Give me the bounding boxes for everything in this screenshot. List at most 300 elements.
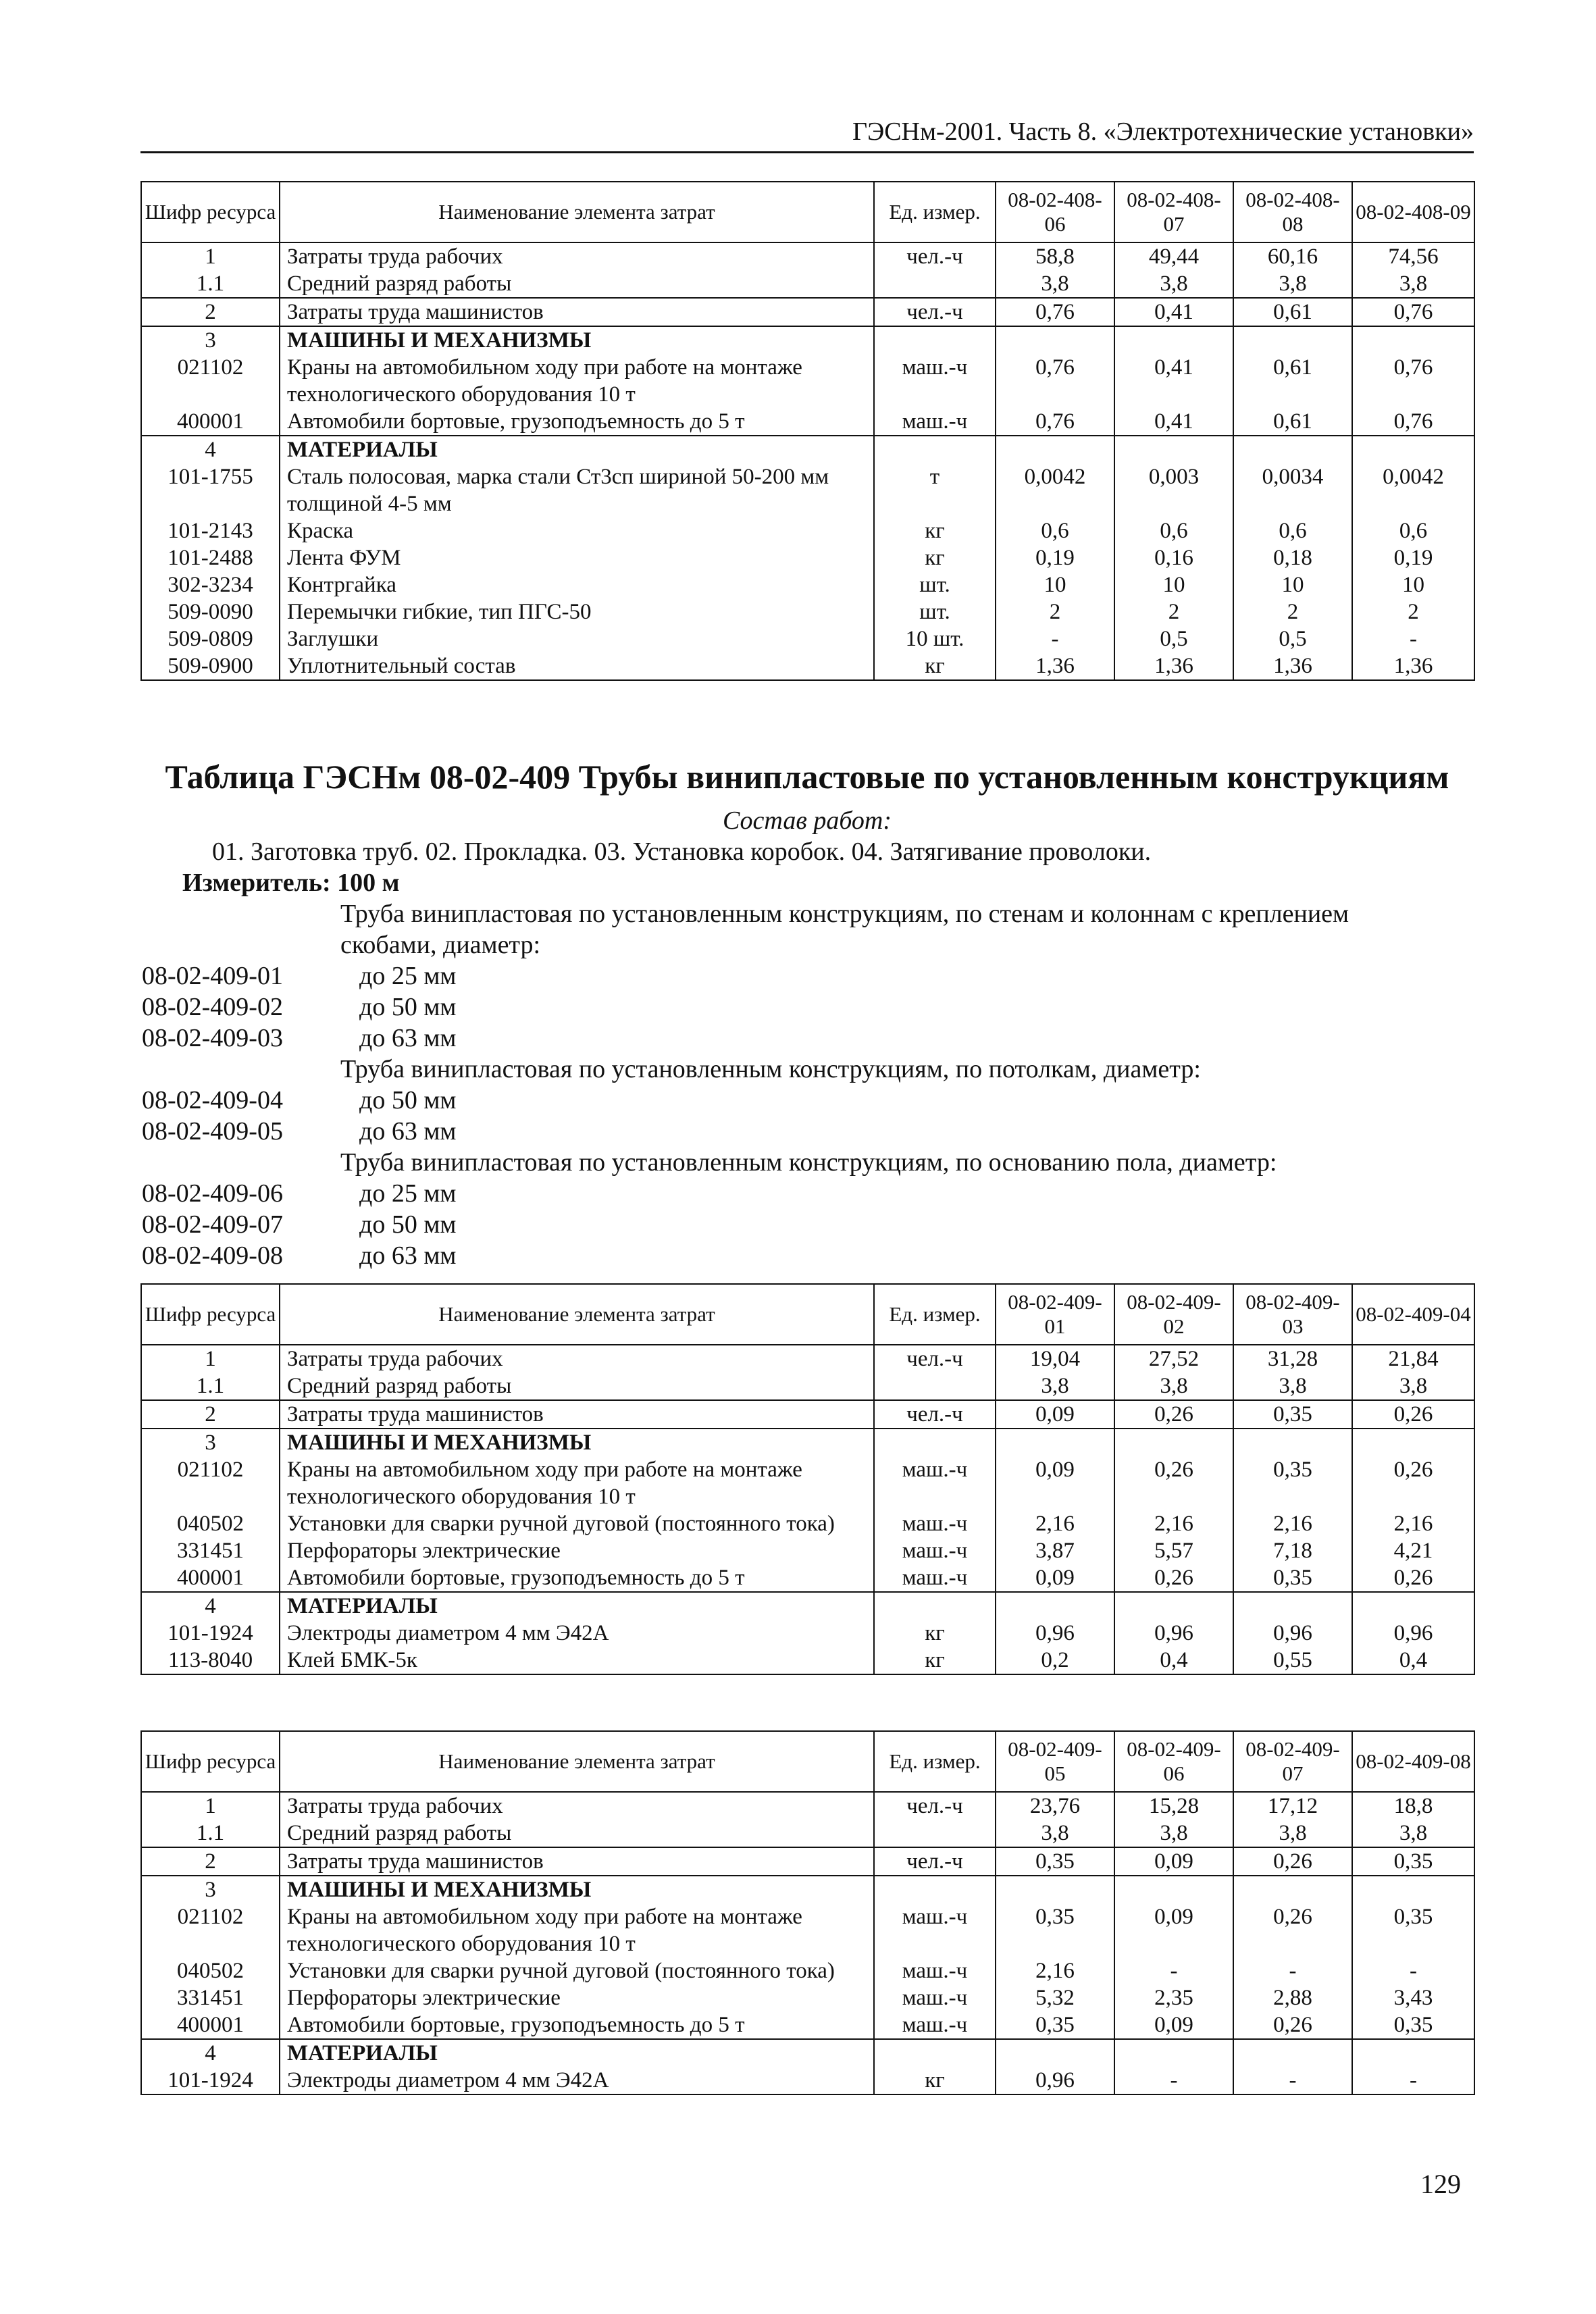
header-code: Шифр ресурса <box>141 1284 280 1345</box>
table-header-row <box>141 182 1474 242</box>
norm-value: 17,12 <box>1233 1792 1352 1820</box>
spec-item-text: до 50 мм <box>359 1210 457 1239</box>
resource-unit <box>874 1592 996 1620</box>
table-row <box>141 1345 1474 1372</box>
norm-value: 0,55 <box>1233 1647 1352 1674</box>
norm-value: 10 <box>1352 571 1474 598</box>
norm-value <box>996 1429 1114 1456</box>
norm-value <box>996 1876 1114 1903</box>
resource-name: МАТЕРИАЛЫ <box>280 436 874 463</box>
resource-name: МАТЕРИАЛЫ <box>280 1592 874 1620</box>
norm-value: 10 <box>1114 571 1233 598</box>
norm-value: 0,6 <box>1114 517 1233 544</box>
header-norm-code: 08-02-408-07 <box>1114 182 1233 242</box>
norm-value: 3,8 <box>1352 270 1474 298</box>
norm-value <box>1114 1429 1233 1456</box>
spec-item-text: до 50 мм <box>359 1086 457 1114</box>
table-row <box>141 298 1474 326</box>
resource-unit: чел.-ч <box>874 298 996 326</box>
norm-value: 0,26 <box>1114 1456 1233 1510</box>
norm-value: - <box>1352 2067 1474 2094</box>
norm-value: - <box>1352 1957 1474 1984</box>
spec-group-text: Труба винипластовая по установленным конструкциям, по потолкам, диаметр: <box>340 1055 1201 1083</box>
table-row <box>141 517 1474 544</box>
norm-value: 1,36 <box>1114 652 1233 680</box>
table-row <box>141 2039 1474 2067</box>
resource-name: Краска <box>280 517 874 544</box>
norm-value: 0,96 <box>996 1620 1114 1647</box>
resource-code: 2 <box>141 298 280 326</box>
resource-code: 101-1924 <box>141 1620 280 1647</box>
norm-value: 0,6 <box>996 517 1114 544</box>
resource-code: 4 <box>141 436 280 463</box>
norm-value <box>996 2039 1114 2067</box>
norm-value: 0,26 <box>1352 1456 1474 1510</box>
norm-value: - <box>1233 1957 1352 1984</box>
spec-item-code: 08-02-409-03 <box>142 1024 283 1052</box>
norm-value: 0,26 <box>1114 1564 1233 1592</box>
resource-unit: кг <box>874 2067 996 2094</box>
resource-name: Перфораторы электрические <box>280 1537 874 1564</box>
norm-value: 49,44 <box>1114 242 1233 270</box>
resource-code: 400001 <box>141 408 280 436</box>
resource-name: Средний разряд работы <box>280 270 874 298</box>
resource-name: Контргайка <box>280 571 874 598</box>
resource-code: 1.1 <box>141 270 280 298</box>
resource-name: Затраты труда машинистов <box>280 1847 874 1876</box>
resource-table-408 <box>140 181 1475 681</box>
resource-name: Электроды диаметром 4 мм Э42А <box>280 1620 874 1647</box>
table-row <box>141 625 1474 652</box>
table-row <box>141 1847 1474 1876</box>
resource-name: Затраты труда машинистов <box>280 298 874 326</box>
norm-value: 0,09 <box>1114 1847 1233 1876</box>
norm-value: 0,0042 <box>1352 463 1474 517</box>
header-norm-code: 08-02-408-09 <box>1352 182 1474 242</box>
norm-value: 0,76 <box>1352 354 1474 408</box>
norm-value <box>1114 2039 1233 2067</box>
norm-value: 58,8 <box>996 242 1114 270</box>
resource-code: 101-2143 <box>141 517 280 544</box>
resource-code: 509-0809 <box>141 625 280 652</box>
norm-value: 0,76 <box>996 408 1114 436</box>
norm-value <box>1233 1429 1352 1456</box>
resource-name: Автомобили бортовые, грузоподъемность до 5 т <box>280 408 874 436</box>
norm-value: 0,35 <box>1352 1903 1474 1957</box>
resource-name: Сталь полосовая, марка стали Ст3сп шириной 50-200 мм толщиной 4-5 мм <box>280 463 874 517</box>
norm-value: 0,61 <box>1233 298 1352 326</box>
norm-value: - <box>1114 1957 1233 1984</box>
norm-value: 2,16 <box>996 1510 1114 1537</box>
resource-name: Автомобили бортовые, грузоподъемность до 5 т <box>280 2011 874 2039</box>
resource-code: 021102 <box>141 1456 280 1510</box>
norm-value <box>1352 436 1474 463</box>
table-row <box>141 1400 1474 1429</box>
norm-value <box>996 436 1114 463</box>
table-header-row <box>141 1731 1474 1792</box>
table-row <box>141 1429 1474 1456</box>
resource-unit: шт. <box>874 571 996 598</box>
norm-value: 3,87 <box>996 1537 1114 1564</box>
spec-item-code: 08-02-409-04 <box>142 1086 283 1114</box>
resource-unit <box>874 1820 996 1847</box>
resource-unit <box>874 270 996 298</box>
norm-value: 0,19 <box>996 544 1114 571</box>
norm-value: 0,35 <box>1233 1564 1352 1592</box>
header-norm-code: 08-02-409-05 <box>996 1731 1114 1792</box>
resource-code: 1.1 <box>141 1372 280 1400</box>
norm-value <box>996 326 1114 354</box>
table-row <box>141 1957 1474 1984</box>
resource-name: Установки для сварки ручной дуговой (постоянного тока) <box>280 1957 874 1984</box>
resource-code: 3 <box>141 326 280 354</box>
resource-unit: кг <box>874 1620 996 1647</box>
resource-name: МАШИНЫ И МЕХАНИЗМЫ <box>280 1876 874 1903</box>
norm-value: 0,96 <box>1114 1620 1233 1647</box>
resource-code: 4 <box>141 2039 280 2067</box>
header-norm-code: 08-02-409-02 <box>1114 1284 1233 1345</box>
norm-value: - <box>1352 625 1474 652</box>
norm-value: 0,41 <box>1114 408 1233 436</box>
spec-item-code: 08-02-409-07 <box>142 1210 283 1239</box>
table-row <box>141 463 1474 517</box>
header-norm-code: 08-02-409-08 <box>1352 1731 1474 1792</box>
norm-value: 0,96 <box>996 2067 1114 2094</box>
spec-item-text: до 50 мм <box>359 993 457 1021</box>
resource-code: 1 <box>141 1345 280 1372</box>
norm-value: 2 <box>1114 598 1233 625</box>
norm-value: 23,76 <box>996 1792 1114 1820</box>
resource-code: 302-3234 <box>141 571 280 598</box>
norm-value: 0,4 <box>1114 1647 1233 1674</box>
resource-unit: маш.-ч <box>874 1510 996 1537</box>
norm-value: 2 <box>1352 598 1474 625</box>
resource-code: 509-0090 <box>141 598 280 625</box>
resource-unit <box>874 1876 996 1903</box>
norm-value: 3,8 <box>1114 1820 1233 1847</box>
resource-unit: чел.-ч <box>874 242 996 270</box>
norm-value: 0,0034 <box>1233 463 1352 517</box>
resource-unit: маш.-ч <box>874 408 996 436</box>
norm-value: 15,28 <box>1114 1792 1233 1820</box>
resource-name: Средний разряд работы <box>280 1372 874 1400</box>
norm-value: 18,8 <box>1352 1792 1474 1820</box>
norm-value <box>1233 2039 1352 2067</box>
norm-value: 0,96 <box>1352 1620 1474 1647</box>
resource-code: 2 <box>141 1847 280 1876</box>
resource-code: 509-0900 <box>141 652 280 680</box>
resource-code: 331451 <box>141 1984 280 2011</box>
table-row <box>141 1820 1474 1847</box>
resource-name: Лента ФУМ <box>280 544 874 571</box>
header-norm-code: 08-02-409-03 <box>1233 1284 1352 1345</box>
norm-value: 0,61 <box>1233 408 1352 436</box>
spec-item-code: 08-02-409-05 <box>142 1117 283 1146</box>
norm-value: 2 <box>996 598 1114 625</box>
norm-value: - <box>996 625 1114 652</box>
resource-name: Средний разряд работы <box>280 1820 874 1847</box>
norm-value: 0,6 <box>1233 517 1352 544</box>
norm-value: 0,35 <box>1233 1456 1352 1510</box>
table-row <box>141 1792 1474 1820</box>
resource-name: Краны на автомобильном ходу при работе на монтаже технологического оборудования 10 т <box>280 1456 874 1510</box>
resource-unit <box>874 1429 996 1456</box>
resource-name: Заглушки <box>280 625 874 652</box>
table-row <box>141 354 1474 408</box>
norm-value: 5,57 <box>1114 1537 1233 1564</box>
resource-unit: кг <box>874 544 996 571</box>
norm-value: 0,19 <box>1352 544 1474 571</box>
resource-unit: маш.-ч <box>874 354 996 408</box>
norm-value <box>1233 326 1352 354</box>
resource-code: 3 <box>141 1876 280 1903</box>
header-unit: Ед. измер. <box>874 1284 996 1345</box>
header-norm-code: 08-02-409-04 <box>1352 1284 1474 1345</box>
norm-value: 1,36 <box>1352 652 1474 680</box>
norm-value: 3,8 <box>1233 270 1352 298</box>
table-row <box>141 436 1474 463</box>
work-composition-text: 01. Заготовка труб. 02. Прокладка. 03. Установка коробок. 04. Затягивание проволоки. <box>212 838 1152 866</box>
header-name: Наименование элемента затрат <box>280 182 874 242</box>
norm-value: 3,8 <box>1233 1372 1352 1400</box>
resource-unit: 10 шт. <box>874 625 996 652</box>
norm-value: 0,76 <box>1352 298 1474 326</box>
resource-name: Затраты труда рабочих <box>280 1792 874 1820</box>
norm-value: 0,35 <box>1352 2011 1474 2039</box>
header-name: Наименование элемента затрат <box>280 1731 874 1792</box>
spec-item-text: до 63 мм <box>359 1117 457 1146</box>
resource-table-409-a <box>140 1283 1475 1675</box>
norm-value: 2,16 <box>1352 1510 1474 1537</box>
norm-value <box>1114 436 1233 463</box>
header-norm-code: 08-02-409-06 <box>1114 1731 1233 1792</box>
norm-value: 0,2 <box>996 1647 1114 1674</box>
norm-value: 3,8 <box>996 1372 1114 1400</box>
norm-value <box>1352 326 1474 354</box>
norm-value <box>1114 1592 1233 1620</box>
norm-value: 0,5 <box>1114 625 1233 652</box>
spec-item-text: до 25 мм <box>359 1179 457 1208</box>
norm-value: 1,36 <box>996 652 1114 680</box>
norm-value: 0,4 <box>1352 1647 1474 1674</box>
norm-value: 0,09 <box>1114 1903 1233 1957</box>
table-row <box>141 2067 1474 2094</box>
norm-value: 0,003 <box>1114 463 1233 517</box>
spec-item-code: 08-02-409-08 <box>142 1241 283 1270</box>
resource-unit <box>874 2039 996 2067</box>
norm-value: 3,8 <box>996 1820 1114 1847</box>
resource-unit: т <box>874 463 996 517</box>
resource-unit: чел.-ч <box>874 1345 996 1372</box>
resource-code: 1 <box>141 1792 280 1820</box>
norm-value: 74,56 <box>1352 242 1474 270</box>
resource-code: 113-8040 <box>141 1647 280 1674</box>
norm-value: 2,16 <box>1114 1510 1233 1537</box>
resource-name: МАШИНЫ И МЕХАНИЗМЫ <box>280 1429 874 1456</box>
resource-code: 021102 <box>141 1903 280 1957</box>
norm-value <box>1114 326 1233 354</box>
table-row <box>141 571 1474 598</box>
norm-value: 0,35 <box>996 2011 1114 2039</box>
norm-value: 0,41 <box>1114 298 1233 326</box>
resource-name: МАШИНЫ И МЕХАНИЗМЫ <box>280 326 874 354</box>
resource-code: 331451 <box>141 1537 280 1564</box>
norm-value: 2,35 <box>1114 1984 1233 2011</box>
norm-value <box>1352 1876 1474 1903</box>
norm-value: 1,36 <box>1233 652 1352 680</box>
norm-value <box>1352 1429 1474 1456</box>
spec-item-code: 08-02-409-01 <box>142 962 283 990</box>
resource-code: 400001 <box>141 2011 280 2039</box>
norm-value: 0,35 <box>1233 1400 1352 1429</box>
work-composition-label: Состав работ: <box>722 806 892 835</box>
norm-value: 31,28 <box>1233 1345 1352 1372</box>
table-row <box>141 652 1474 680</box>
resource-code: 2 <box>141 1400 280 1429</box>
norm-value: 3,43 <box>1352 1984 1474 2011</box>
norm-value: 10 <box>996 571 1114 598</box>
resource-unit <box>874 326 996 354</box>
resource-name: Автомобили бортовые, грузоподъемность до 5 т <box>280 1564 874 1592</box>
norm-value: 0,26 <box>1233 1903 1352 1957</box>
norm-value <box>1352 2039 1474 2067</box>
norm-value <box>1233 436 1352 463</box>
resource-code: 101-1924 <box>141 2067 280 2094</box>
norm-value <box>1114 1876 1233 1903</box>
table-row <box>141 1372 1474 1400</box>
norm-value: 0,0042 <box>996 463 1114 517</box>
resource-unit: шт. <box>874 598 996 625</box>
norm-value: 4,21 <box>1352 1537 1474 1564</box>
norm-value: 0,09 <box>996 1456 1114 1510</box>
norm-value: 2,16 <box>1233 1510 1352 1537</box>
header-name: Наименование элемента затрат <box>280 1284 874 1345</box>
spec-item-code: 08-02-409-06 <box>142 1179 283 1208</box>
resource-unit: маш.-ч <box>874 1957 996 1984</box>
norm-value: 60,16 <box>1233 242 1352 270</box>
norm-value: 3,8 <box>1114 1372 1233 1400</box>
table-row <box>141 544 1474 571</box>
norm-value: 3,8 <box>1114 270 1233 298</box>
norm-value: 0,76 <box>996 354 1114 408</box>
table-row <box>141 1647 1474 1674</box>
norm-value: 0,09 <box>1114 2011 1233 2039</box>
resource-code: 400001 <box>141 1564 280 1592</box>
norm-value: 3,8 <box>996 270 1114 298</box>
spec-item-text: до 63 мм <box>359 1024 457 1052</box>
norm-value: 0,35 <box>996 1903 1114 1957</box>
norm-value: 0,61 <box>1233 354 1352 408</box>
resource-name: Перфораторы электрические <box>280 1984 874 2011</box>
resource-unit <box>874 1372 996 1400</box>
table-row <box>141 2011 1474 2039</box>
resource-name: Уплотнительный состав <box>280 652 874 680</box>
resource-name: Краны на автомобильном ходу при работе на монтаже технологического оборудования 10 т <box>280 1903 874 1957</box>
norm-value: 0,26 <box>1233 2011 1352 2039</box>
resource-table-409-b <box>140 1730 1475 2095</box>
norm-value: 3,8 <box>1233 1820 1352 1847</box>
norm-value: 0,35 <box>996 1847 1114 1876</box>
norm-value: 10 <box>1233 571 1352 598</box>
table-row <box>141 1903 1474 1957</box>
table-row <box>141 326 1474 354</box>
table-row <box>141 242 1474 270</box>
norm-value: 0,96 <box>1233 1620 1352 1647</box>
spec-item-code: 08-02-409-02 <box>142 993 283 1021</box>
norm-value: 2,16 <box>996 1957 1114 1984</box>
norm-value: 0,76 <box>1352 408 1474 436</box>
resource-unit <box>874 436 996 463</box>
header-norm-code: 08-02-409-07 <box>1233 1731 1352 1792</box>
table-row <box>141 1592 1474 1620</box>
norm-value: 0,26 <box>1114 1400 1233 1429</box>
running-header: ГЭСНм-2001. Часть 8. «Электротехнические установки» <box>140 115 1474 153</box>
table-row <box>141 1510 1474 1537</box>
table-row <box>141 1876 1474 1903</box>
table-row <box>141 1984 1474 2011</box>
norm-value: 0,09 <box>996 1400 1114 1429</box>
norm-value: 27,52 <box>1114 1345 1233 1372</box>
resource-code: 101-2488 <box>141 544 280 571</box>
resource-name: Затраты труда машинистов <box>280 1400 874 1429</box>
norm-value: 5,32 <box>996 1984 1114 2011</box>
norm-value: 0,26 <box>1233 1847 1352 1876</box>
spec-group-text: Труба винипластовая по установленным конструкциям, по основанию пола, диаметр: <box>340 1148 1277 1177</box>
norm-value: 2,88 <box>1233 1984 1352 2011</box>
header-unit: Ед. измер. <box>874 1731 996 1792</box>
norm-value: 3,8 <box>1352 1372 1474 1400</box>
norm-value: 19,04 <box>996 1345 1114 1372</box>
norm-value: 3,8 <box>1352 1820 1474 1847</box>
resource-name: Краны на автомобильном ходу при работе на монтаже технологического оборудования 10 т <box>280 354 874 408</box>
resource-name: Перемычки гибкие, тип ПГС-50 <box>280 598 874 625</box>
measure-unit: Измеритель: 100 м <box>182 869 400 897</box>
header-norm-code: 08-02-408-06 <box>996 182 1114 242</box>
norm-value: 0,5 <box>1233 625 1352 652</box>
resource-code: 1.1 <box>141 1820 280 1847</box>
resource-unit: кг <box>874 517 996 544</box>
resource-unit: маш.-ч <box>874 1537 996 1564</box>
norm-value: 0,6 <box>1352 517 1474 544</box>
resource-code: 1 <box>141 242 280 270</box>
table-title: Таблица ГЭСНм 08-02-409 Трубы винипластовые по установленным конструкциям <box>165 758 1449 796</box>
spec-item-text: до 25 мм <box>359 962 457 990</box>
resource-name: Установки для сварки ручной дуговой (постоянного тока) <box>280 1510 874 1537</box>
resource-code: 040502 <box>141 1510 280 1537</box>
header-code: Шифр ресурса <box>141 1731 280 1792</box>
spec-group-text: Труба винипластовая по установленным конструкциям, по стенам и колоннам с креплением скобами, диаметр: <box>340 900 1349 959</box>
resource-unit: маш.-ч <box>874 1564 996 1592</box>
norm-value: 0,76 <box>996 298 1114 326</box>
norm-value: 0,26 <box>1352 1564 1474 1592</box>
resource-unit: маш.-ч <box>874 1456 996 1510</box>
resource-code: 3 <box>141 1429 280 1456</box>
table-header-row <box>141 1284 1474 1345</box>
norm-value: 21,84 <box>1352 1345 1474 1372</box>
table-row <box>141 1620 1474 1647</box>
resource-code: 101-1755 <box>141 463 280 517</box>
resource-name: Электроды диаметром 4 мм Э42А <box>280 2067 874 2094</box>
norm-value: 0,18 <box>1233 544 1352 571</box>
resource-name: МАТЕРИАЛЫ <box>280 2039 874 2067</box>
header-code: Шифр ресурса <box>141 182 280 242</box>
norm-value <box>1233 1592 1352 1620</box>
resource-unit: чел.-ч <box>874 1400 996 1429</box>
header-unit: Ед. измер. <box>874 182 996 242</box>
table-row <box>141 1456 1474 1510</box>
norm-value: 0,09 <box>996 1564 1114 1592</box>
norm-value <box>1233 1876 1352 1903</box>
